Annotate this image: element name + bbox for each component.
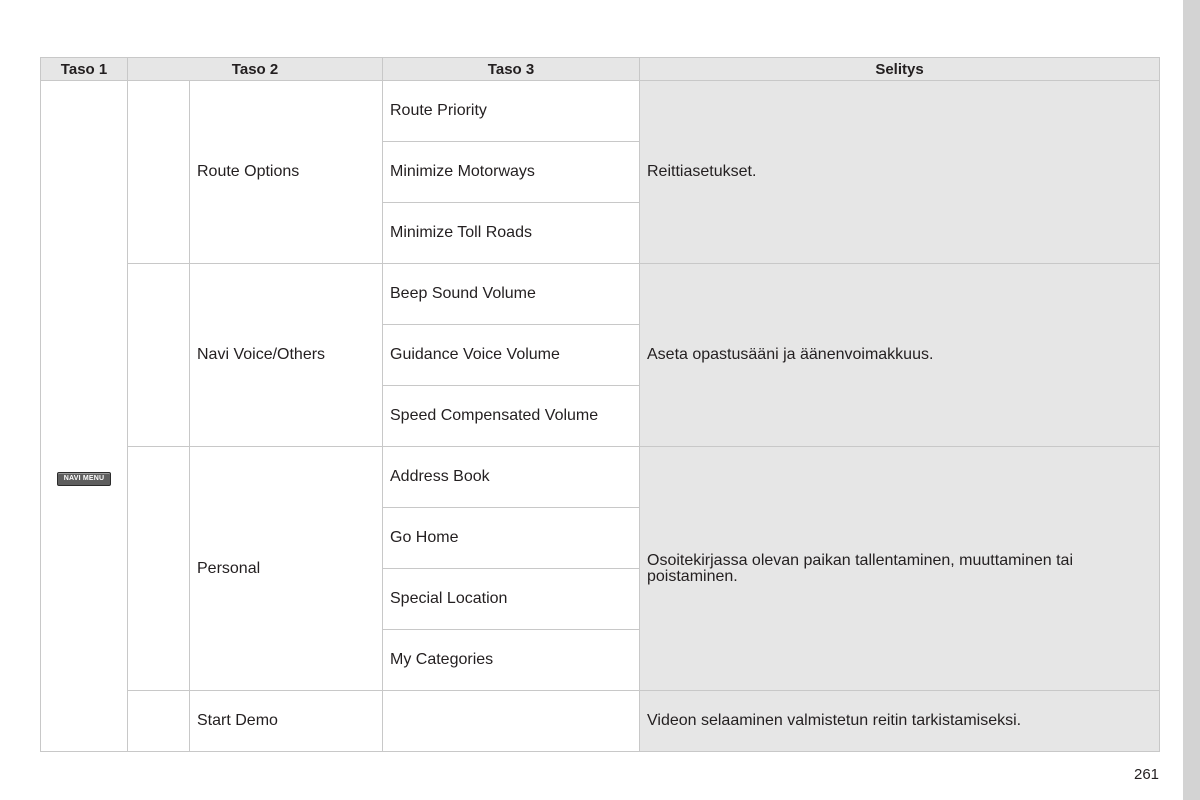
page-number: 261 xyxy=(1134,766,1160,783)
table-row xyxy=(41,691,1160,752)
description-cell: Videon selaaminen valmistetun reitin tarkistamiseksi. xyxy=(640,691,1160,752)
level3-item[interactable]: Address Book xyxy=(383,447,640,508)
header-row xyxy=(41,58,1160,81)
level3-item[interactable]: Beep Sound Volume xyxy=(383,264,640,325)
table-row xyxy=(41,264,1160,325)
level3-item[interactable]: Guidance Voice Volume xyxy=(383,325,640,386)
level2-item[interactable]: Route Options xyxy=(190,81,383,264)
level2-item[interactable]: Start Demo xyxy=(190,691,383,752)
table-row xyxy=(41,81,1160,142)
level3-item[interactable]: My Categories xyxy=(383,630,640,691)
description-cell: Aseta opastusääni ja äänenvoimakkuus. xyxy=(640,264,1160,447)
navi-menu-button[interactable]: NAVI MENU xyxy=(57,472,112,486)
header-level2: Taso 2 xyxy=(128,58,383,81)
level3-item[interactable]: Go Home xyxy=(383,508,640,569)
description-cell: Reittiasetukset. xyxy=(640,81,1160,264)
table-row xyxy=(41,447,1160,508)
level3-item[interactable]: Minimize Motorways xyxy=(383,142,640,203)
blank-cell xyxy=(128,81,190,264)
level2-item[interactable]: Personal xyxy=(190,447,383,691)
level3-item[interactable]: Minimize Toll Roads xyxy=(383,203,640,264)
level2-item[interactable]: Navi Voice/Others xyxy=(190,264,383,447)
description-cell: Osoitekirjassa olevan paikan tallentaminen, muuttaminen tai poistaminen. xyxy=(640,447,1160,691)
level3-item xyxy=(383,691,640,752)
blank-cell xyxy=(128,264,190,447)
blank-cell xyxy=(128,691,190,752)
header-level1: Taso 1 xyxy=(41,58,128,81)
side-strip xyxy=(1183,0,1200,800)
blank-cell xyxy=(128,447,190,691)
header-level3: Taso 3 xyxy=(383,58,640,81)
level3-item[interactable]: Route Priority xyxy=(383,81,640,142)
header-description: Selitys xyxy=(640,58,1160,81)
level3-item[interactable]: Speed Compensated Volume xyxy=(383,386,640,447)
level1-cell xyxy=(41,81,128,752)
level3-item[interactable]: Special Location xyxy=(383,569,640,630)
menu-table xyxy=(40,57,1160,752)
